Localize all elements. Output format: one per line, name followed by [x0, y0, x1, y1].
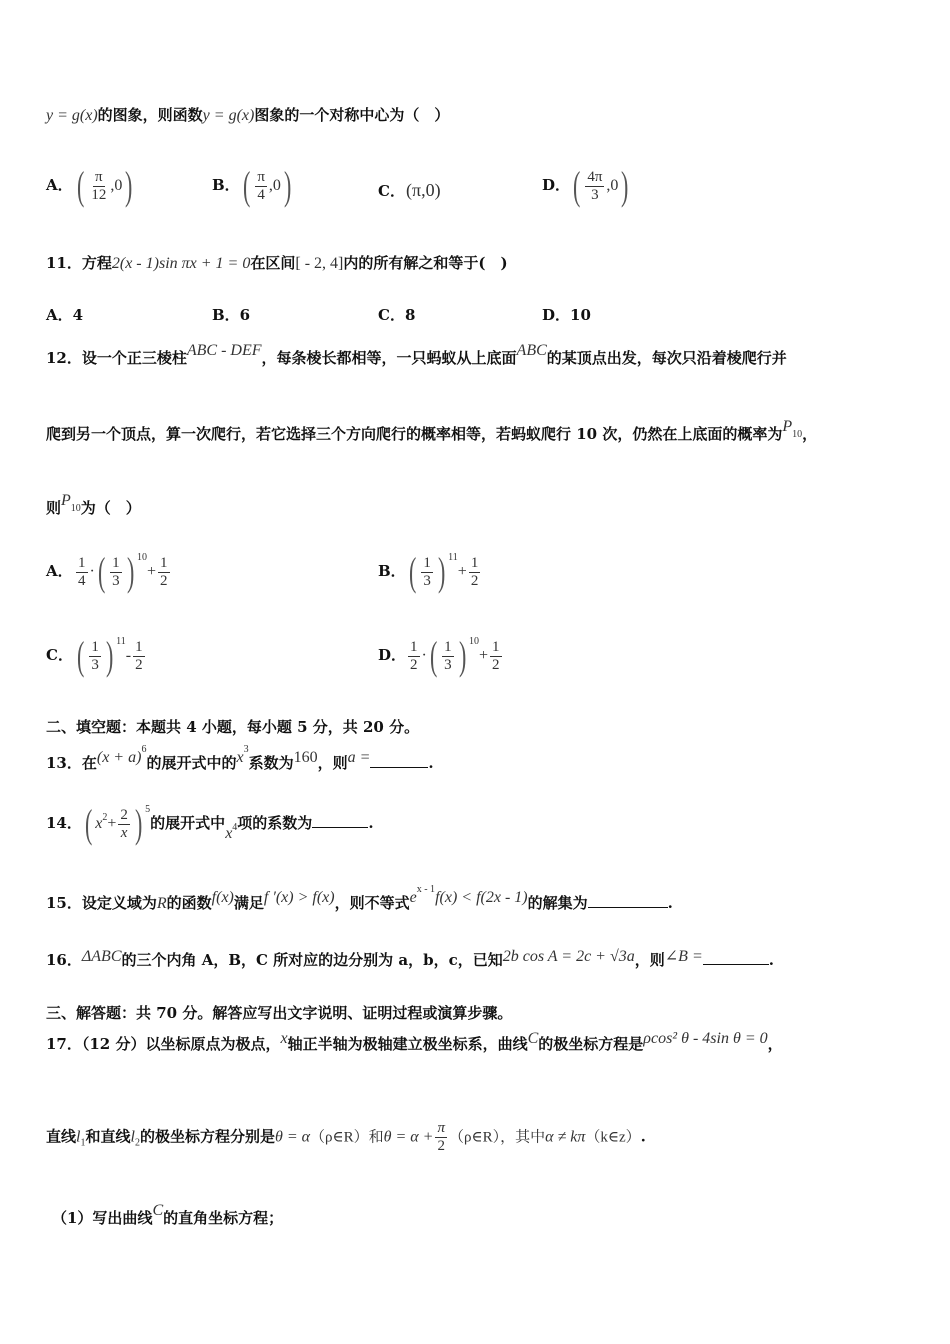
q17-stem-line1: 17．（12 分）以坐标原点为极点，x轴正半轴为极轴建立极坐标系，曲线C的极坐标方程是ρcos² θ - 4sin θ = 0，: [46, 1030, 783, 1053]
q14-answer-blank[interactable]: [312, 827, 368, 828]
q12-option-c[interactable]: C． ( $\frac{1}{3}$ ) $^{11}$- $\frac{1}{2}$: [46, 633, 143, 678]
q11-option-c[interactable]: C．8: [378, 306, 416, 324]
q10-option-c[interactable]: C．(π,0): [378, 180, 441, 200]
q17-stem-line2: 直线$l_1$和直线$l_2$的极坐标方程分别是θ = α（ρ∈R）和θ = α + $\frac{\pi}{2}$ （ρ∈R），其中α ≠ kπ（k∈z）.: [46, 1120, 646, 1154]
q10-func-1: y = g(x): [46, 107, 98, 124]
q10-stem-text-1: 的图象，则函数: [97, 106, 203, 124]
q11-option-b[interactable]: B．6: [212, 306, 251, 324]
q10-option-a[interactable]: A． ( $\frac{\pi}{12}$ ,0): [46, 163, 133, 208]
q14-stem: 14．( $x^2+$ $\frac{2}{x}$ ) $^5$的展开式中$x_4$项的系数为 .: [46, 801, 374, 846]
q15-answer-blank[interactable]: [588, 907, 668, 908]
q13-stem: 13．在$(x + a)^6$的展开式中的$x^3$系数为160，则a = .: [46, 744, 434, 772]
q11-interval: [ - 2, 4]: [295, 255, 344, 272]
q10-option-d[interactable]: D．( $\frac{4\pi}{3}$ ,0): [542, 163, 629, 208]
q16-stem: 16．ΔABC的三个内角 A，B，C 所对应的边分别为 a，b，c，已知2b cos A = 2c + √3a，则∠B = .: [46, 948, 774, 969]
q10-stem-text-2: 图象的一个对称中心为（ ）: [254, 106, 450, 124]
q12-option-b[interactable]: B．( $\frac{1}{3}$ ) $^{11}$+ $\frac{1}{2}$: [378, 549, 479, 594]
q15-stem: 15．设定义域为R的函数f(x)满足f ′(x) > f(x)，则不等式$e^{x - 1}f(x) < f(2x - 1)$的解集为 .: [46, 884, 673, 912]
q12-stem-line3: 则$P^{10}$为（ ）: [46, 492, 141, 517]
q12-option-d[interactable]: D． $\frac{1}{2}$ ·( $\frac{1}{3}$ ) $^{10}$+ $\frac{1}{2}$: [378, 633, 500, 678]
section-solution-heading: 三、解答题：共 70 分。解答应写出文字说明、证明过程或演算步骤。: [46, 1004, 513, 1022]
q10-stem: [46, 104, 449, 125]
q11-stem: 11．方程2(x - 1)sin πx + 1 = 0在区间[ - 2, 4]内的所有解之和等于( ): [46, 254, 508, 272]
section-fill-in-heading: 二、填空题：本题共 4 小题，每小题 5 分，共 20 分。: [46, 718, 420, 736]
q16-answer-blank[interactable]: [703, 964, 769, 965]
q12-stem-line2: 爬到另一个顶点，算一次爬行，若它选择三个方向爬行的概率相等，若蚂蚁爬行 10 次，仍然在上底面的概率为$P^{10}$，: [46, 418, 818, 443]
q11-equation: 2(x - 1)sin πx + 1 = 0: [111, 255, 251, 272]
q11-option-a[interactable]: A．4: [46, 306, 84, 324]
q10-func-2: y = g(x): [202, 107, 255, 124]
q12-stem-line1: 12．设一个正三棱柱ABC - DEF，每条棱长都相等，一只蚂蚁从上底面ABC的某顶点出发，每次只沿着棱爬行并: [46, 342, 787, 367]
q12-prism: ABC - DEF: [186, 342, 262, 359]
q11-option-d[interactable]: D．10: [542, 306, 591, 324]
q13-answer-blank[interactable]: [370, 767, 428, 768]
q17-part1: （1）写出曲线C的直角坐标方程；: [52, 1202, 284, 1227]
q10-option-b[interactable]: B．( $\frac{\pi}{4}$ ,0): [212, 163, 292, 208]
q12-p: P: [782, 418, 793, 435]
q12-option-a[interactable]: A． $\frac{1}{4}$ ·( $\frac{1}{3}$ ) $^{10}$+ $\frac{1}{2}$: [46, 549, 168, 594]
q12-base: ABC: [516, 342, 547, 359]
